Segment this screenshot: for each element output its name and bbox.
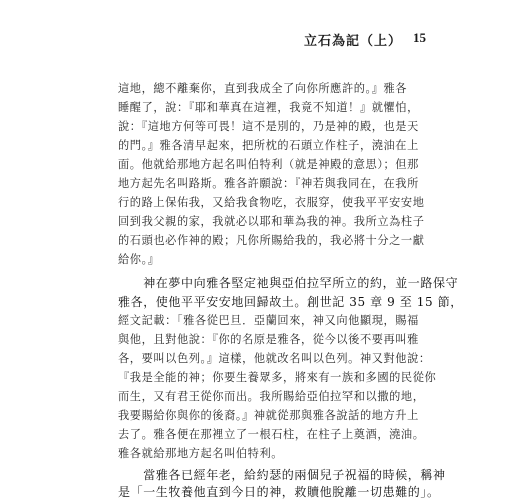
text-line: 我要賜給你與你的後裔。』神就從那與雅各說話的地方升上 — [118, 409, 419, 422]
text-line: 而生，又有君王從你而出。我所賜給亞伯拉罕和以撒的地， — [118, 390, 425, 403]
text-line: 『我是全能的神；你要生養眾多，將來有一族和多國的民從你 — [118, 371, 437, 384]
text-line: 面。他就給那地方起名叫伯特利（就是神殿的意思）；但那 — [118, 158, 419, 171]
text-line: 說：『這地方何等可畏！這不是別的，乃是神的殿，也是天 — [118, 120, 419, 133]
text-line: 給你。』 — [118, 253, 160, 266]
text-line: 神在夢中向雅各堅定祂與亞伯拉罕所立的約，並一路保守 — [118, 276, 459, 290]
running-header: 立石為記（上） — [303, 34, 402, 49]
text-line: 行的路上保佑我，又給我食物吃，衣服穿，使我平平安安地 — [118, 196, 425, 209]
page-number: 15 — [413, 30, 426, 45]
text-line: 與他，且對他說：『你的名原是雅各，從今以後不要再叫雅 — [118, 333, 419, 346]
text-line: 這地，總不離棄你，直到我成全了向你所應許的。』雅各 — [118, 82, 408, 95]
text-line: 當雅各已經年老，給約瑟的兩個兒子祝福的時候，稱神 — [118, 468, 446, 482]
text-line: 睡醒了，說：『耶和華真在這裡，我竟不知道！』就懼怕， — [118, 101, 419, 114]
text-line: 的門。』雅各清早起來，把所枕的石頭立作柱子，澆油在上 — [118, 139, 419, 152]
text-line: 各，要叫以色列。』這樣，他就改名叫以色列。神又對他說： — [118, 352, 431, 365]
text-line: 地方起先名叫路斯。雅各許願說：『神若與我同在，在我所 — [118, 177, 419, 190]
text-line: 雅各就給那地方起名叫伯特利。 — [118, 447, 284, 460]
text-line: 去了。雅各便在那裡立了一根石柱，在柱子上奠酒，澆油。 — [118, 428, 425, 441]
text-line: 回到我父親的家，我就必以耶和華為我的神。我所立為柱子 — [118, 215, 425, 228]
text-line: 是「一生牧養他直到今日的神，救贖他脫離一切患難的」。 — [118, 485, 440, 499]
text-line: 經文記載：「雅各從巴旦．亞蘭回來，神又向他顯現，賜福 — [118, 314, 419, 327]
text-line: 的石頭也必作神的殿；凡你所賜給我的，我必將十分之一獻 — [118, 234, 425, 247]
text-line: 雅各，使他平平安安地回歸故土。創世記 35 章 9 至 15 節， — [118, 295, 463, 309]
